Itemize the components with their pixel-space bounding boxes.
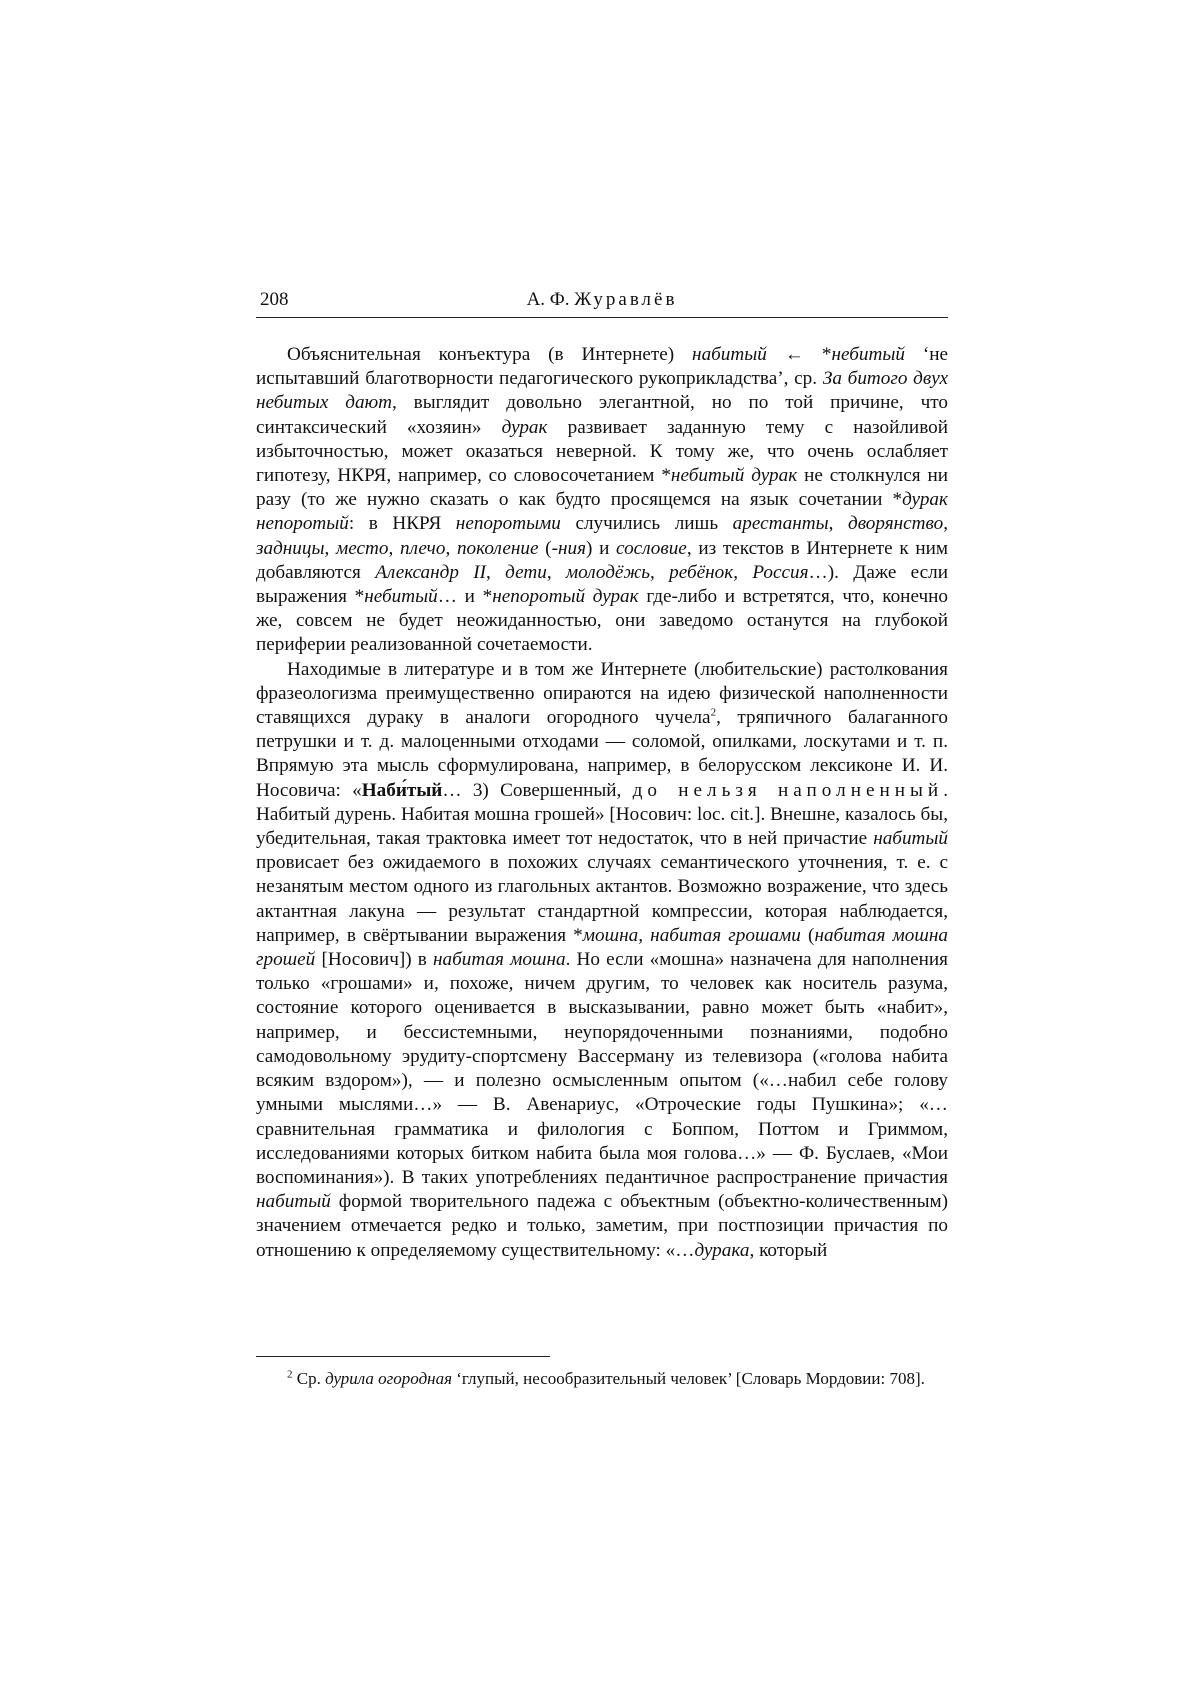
italic-run: небитый дурак [670, 465, 798, 487]
text-run: … и * [437, 586, 493, 608]
text-run: , который [749, 1239, 828, 1261]
italic-run: арестанты [732, 513, 829, 535]
italic-run: дурила огородная [325, 1369, 453, 1388]
author-surname: Журавлёв [574, 289, 678, 310]
text-run: , [733, 561, 753, 583]
running-header [256, 289, 948, 318]
italic-run: мошна, набитая грошами [582, 924, 801, 946]
spaced-run: до нельзя наполненный [632, 779, 944, 801]
text-run: , [650, 561, 670, 583]
running-head-author [256, 289, 948, 311]
italic-run: дурак непоротый [256, 489, 948, 535]
text-run: ‘не испытавший благотворности педагогического рукоприкладства’, ср. [256, 344, 948, 390]
italic-run: Александр II [375, 561, 487, 583]
italic-run: плечо [399, 537, 446, 559]
italic-run: непоротый дурак [492, 586, 639, 608]
footnote-marker: 2 [710, 706, 717, 719]
italic-run: непоротыми [455, 513, 561, 535]
text-run: , [486, 561, 506, 583]
italic-run: набитый [256, 1191, 331, 1213]
text-run: ‘глупый, несообразительный человек’ [Словарь Мордовии: 708]. [452, 1369, 925, 1388]
text-run: провисает без ожидаемого в похожих случаях семантического уточнения, т. е. с незанятым местом одного из глагольных актантов. Возможно возражение, что здесь актантная лакуна — результат стандартной компрессии, которая наблюдается, например, в свёртывании выражения * [256, 852, 948, 946]
text-run: , тряпичного балаганного петрушки и т. д. малоценными отходами — соломой, опилками, лоскутами и т. п. Впрямую эта мысль сформулирована, например, в белорусском лексиконе И. И. Носовича: « [256, 707, 949, 801]
text-run: ← * [766, 344, 832, 365]
text-run: [Носович]) в [315, 949, 434, 971]
text-run: ( [800, 924, 815, 946]
text-run: , выглядит довольно элегантной, но по той причине, что синтаксический «хозяин» [256, 392, 948, 438]
text-run: Объяснительная конъектура (в Интернете) [287, 344, 693, 365]
italic-run: набитая мошна грошей [256, 924, 948, 971]
footnote [256, 1368, 948, 1390]
italic-run: поколение [456, 537, 539, 559]
author-initials: А. Ф. [526, 289, 570, 310]
italic-run: сословие [616, 537, 687, 559]
text-run: … 3) Совершенный, [442, 779, 633, 801]
text-run: : в НКРЯ [348, 513, 456, 535]
text-run: . Набитый дурень. Набитая мошна грошей» [Носович: loc. cit.]. Внешне, казалось бы, убедительная, такая трактовка имеет тот недостаток, что в ней причастие [256, 779, 948, 850]
text-run: …). Даже если выражения * [256, 561, 949, 608]
italic-run: небитый [831, 344, 905, 365]
text-run: развивает заданную тему с назойливой избыточностью, может оказаться неверной. К тому же, что очень ослабляет гипотезу, НКРЯ, например, со словосочетанием * [256, 416, 948, 487]
italic-run: набитый [692, 344, 767, 365]
text-run: не столкнулся ни разу (то же нужно сказать о как будто просящемся на язык сочетании * [256, 465, 948, 511]
paragraph [256, 658, 948, 1263]
page-number: 208 [260, 289, 289, 310]
bold-run: Наби́тый [361, 779, 443, 801]
italic-run: место [336, 537, 389, 559]
text-run: , [445, 537, 457, 559]
text-run: где-либо и встретятся, что, конечно же, совсем не будет неожиданностью, они заведомо останутся на глубокой периферии реализованной сочетаемости. [256, 586, 949, 656]
text-run: Ср. [292, 1369, 326, 1388]
italic-run: молодёжь [565, 561, 651, 583]
italic-run: дворянство [848, 513, 944, 535]
text-run: . Но если «мошна» назначена для наполнения только «грошами» и, похоже, ничем другим, то человек как носитель разума, состояние которого оценивается в высказывании, равно может быть «набит», например, и бессистемными, неупорядоченными познаниями, подобно самодовольному эрудиту-спортсмену Вассерману из телевизора («голова набита всяким вздором»), — и полезно осмысленным опытом («…набил себе голову умными мыслями…» — В. Авенариус, «Отроческие годы Пушкина»; «…сравнительная грамматика и филология с Боппом, Поттом и Гриммом, исследованиями которых битком набита была моя голова…» — Ф. Буслаев, «Мои воспоминания»). В таких употреблениях педантичное распространение причастия [256, 949, 948, 1188]
text-run: формой творительного падежа с объектным (объектно-количественным) значением отмечается редко и только, заметим, при постпозиции причастия по отношению к определяемому существительному: «… [256, 1191, 948, 1261]
italic-run: дурак [501, 416, 548, 438]
text-run: Находимые в литературе и в том же Интернете (любительские) растолкования фразеологизма преимущественно опираются на идею физической наполненности ставящихся дураку в аналоги огородного чучела [256, 658, 948, 729]
text-run: , [828, 513, 848, 535]
italic-run: набитая мошна [433, 949, 566, 971]
footnote-separator [256, 1356, 550, 1357]
text-run: (- [538, 537, 558, 559]
paragraph [256, 343, 948, 658]
text-run: , из текстов в Интернете к ним добавляются [256, 537, 949, 583]
italic-run: ния [557, 537, 586, 559]
text-run: , [546, 561, 566, 583]
italic-run: дети [505, 561, 547, 583]
italic-run: небитый [364, 586, 438, 608]
text-run: , [324, 537, 336, 559]
text-run: , [943, 513, 948, 535]
italic-run: Россия [752, 561, 809, 583]
text-run: , [388, 537, 400, 559]
italic-run: За битого двух небитых дают [256, 368, 949, 414]
italic-run: ребёнок [669, 561, 734, 583]
text-run: ) и [586, 537, 617, 559]
italic-run: набитый [873, 828, 948, 850]
footnote-marker: 2 [287, 1368, 293, 1381]
main-text [256, 343, 948, 1263]
italic-run: дурака [694, 1239, 750, 1261]
text-run: случились лишь [560, 513, 733, 535]
italic-run: задницы [256, 537, 325, 559]
